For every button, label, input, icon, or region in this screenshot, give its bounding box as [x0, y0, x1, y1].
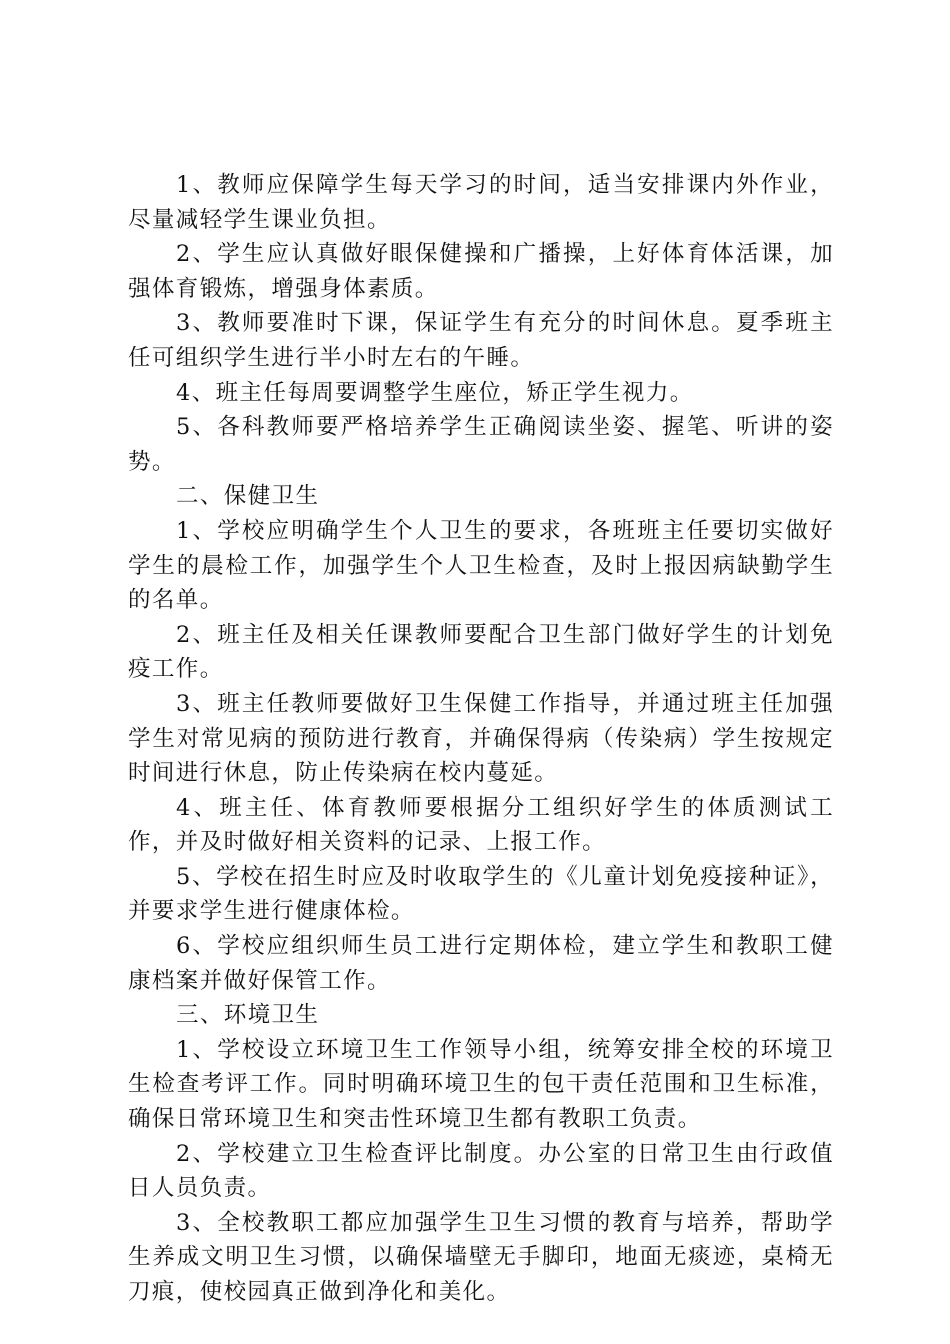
paragraph: 3、全校教职工都应加强学生卫生习惯的教育与培养，帮助学生养成文明卫生习惯，以确保墙壁无手脚印，地面无痰迹，桌椅无刀痕，使校园真正做到净化和美化。	[128, 1209, 834, 1305]
paragraph: 2、学校建立卫生检查评比制度。办公室的日常卫生由行政值日人员负责。	[128, 1140, 834, 1202]
paragraph: 2、学生应认真做好眼保健操和广播操，上好体育体活课，加强体育锻炼，增强身体素质。	[128, 241, 834, 302]
paragraph: 3、班主任教师要做好卫生保健工作指导，并通过班主任加强学生对常见病的预防进行教育，并确保得病（传染病）学生按规定时间进行休息，防止传染病在校内蔓延。	[128, 690, 834, 787]
paragraph: 2、班主任及相关任课教师要配合卫生部门做好学生的计划免疫工作。	[128, 621, 834, 683]
paragraph: 3、教师要准时下课，保证学生有充分的时间休息。夏季班主任可组织学生进行半小时左右的午睡。	[128, 310, 834, 371]
section-heading: 二、保健卫生	[176, 483, 320, 510]
paragraph: 1、学校设立环境卫生工作领导小组，统筹安排全校的环境卫生检查考评工作。同时明确环境卫生的包干责任范围和卫生标准，确保日常环境卫生和突击性环境卫生都有教职工负责。	[128, 1036, 834, 1133]
paragraph: 4、班主任每周要调整学生座位，矫正学生视力。	[176, 379, 694, 406]
document-body	[128, 168, 834, 1310]
paragraph: 1、学校应明确学生个人卫生的要求，各班班主任要切实做好学生的晨检工作，加强学生个人卫生检查，及时上报因病缺勤学生的名单。	[128, 517, 834, 614]
paragraph: 1、教师应保障学生每天学习的时间，适当安排课内外作业，尽量减轻学生课业负担。	[128, 172, 834, 233]
section-heading: 三、环境卫生	[176, 1002, 320, 1029]
paragraph: 4、班主任、体育教师要根据分工组织好学生的体质测试工作，并及时做好相关资料的记录、上报工作。	[128, 794, 834, 856]
paragraph: 6、学校应组织师生员工进行定期体检，建立学生和教职工健康档案并做好保管工作。	[128, 933, 834, 994]
paragraph: 5、学校在招生时应及时收取学生的《儿童计划免疫接种证》，并要求学生进行健康体检。	[128, 863, 834, 925]
paragraph: 5、各科教师要严格培养学生正确阅读坐姿、握笔、听讲的姿势。	[128, 414, 834, 475]
